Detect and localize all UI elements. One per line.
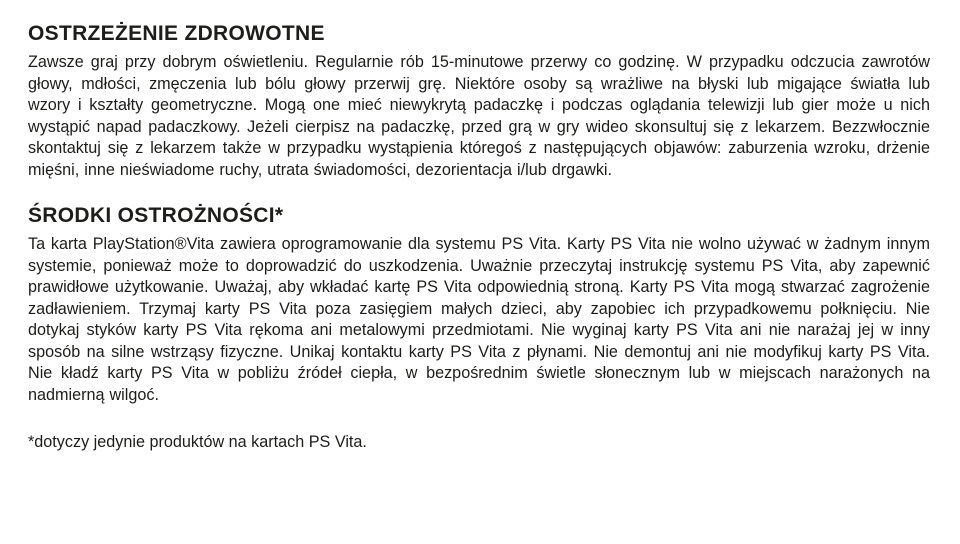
paragraph-line: zadławieniem. Trzymaj karty PS Vita poza zasięgiem małych dzieci, aby zapobiec ich przypadkowemu połknięciu. Nie (28, 299, 930, 318)
precautions-heading: ŚRODKI OSTROŻNOŚCI* (28, 204, 284, 227)
paragraph-line: skontaktuj się z lekarzem także w przypadku wystąpienia któregoś z następujących objawów: zaburzenia wzroku, drżenie (28, 139, 930, 157)
paragraph-line: Zawsze graj przy dobrym oświetleniu. Regularnie rób 15-minutowe przerwy co godzinę. W przypadku odczucia zawrotów (28, 53, 930, 71)
health-warning-section (28, 20, 930, 181)
footnote: *dotyczy jedynie produktów na kartach PS Vita. (28, 433, 367, 451)
paragraph-line: systemie, ponieważ może to doprowadzić do uszkodzenia. Uważnie przeczytaj instrukcję systemu PS Vita, aby zapewnić (28, 256, 930, 275)
paragraph-line: wystąpić napad padaczkowy. Jeżeli cierpisz na padaczkę, przed grą w gry wideo skonsultuj się z lekarzem. Bezzwłocznie (28, 117, 930, 136)
paragraph-line: wzory i kształty geometryczne. Mogą one mieć niewykrytą padaczkę i podczas oglądania telewizji lub gier może u nich (28, 96, 930, 114)
health-warning-heading: OSTRZEŻENIE ZDROWOTNE (28, 22, 325, 45)
paragraph-line: głowy, mdłości, zmęczenia lub bólu głowy przerwij grę. Niektóre osoby są wrażliwe na błyski lub migające światła lub (28, 74, 930, 93)
paragraph-line: Ta karta PlayStation®Vita zawiera oprogramowanie dla systemu PS Vita. Karty PS Vita nie wolno używać w żadnym innym (28, 235, 930, 253)
precautions-paragraph (28, 234, 930, 406)
paragraph-line: nadmierną wilgoć. (28, 385, 159, 404)
paragraph-line: prawidłowe użytkowanie. Uważaj, aby wkładać kartę PS Vita odpowiednią stroną. Karty PS Vita mogą stwarzać zagrożenie (28, 278, 930, 296)
paragraph-line: Nie kładź karty PS Vita w pobliżu źródeł ciepła, w bezpośrednim świetle słonecznym lub w miejscach narażonych na (28, 364, 930, 382)
health-warning-paragraph (28, 52, 930, 181)
paragraph-line: sposób na silne wstrząsy fizyczne. Unikaj kontaktu karty PS Vita z płynami. Nie demontuj ani nie modyfikuj karty PS Vita. (28, 342, 930, 361)
precautions-section (28, 202, 930, 406)
paragraph-line: dotykaj styków karty PS Vita rękoma ani metalowymi przedmiotami. Nie wyginaj karty PS Vita ani nie narażaj jej w inny (28, 321, 930, 339)
paragraph-line: mięśni, inne nieświadome ruchy, utrata świadomości, dezorientacja i/lub drgawki. (28, 160, 613, 179)
